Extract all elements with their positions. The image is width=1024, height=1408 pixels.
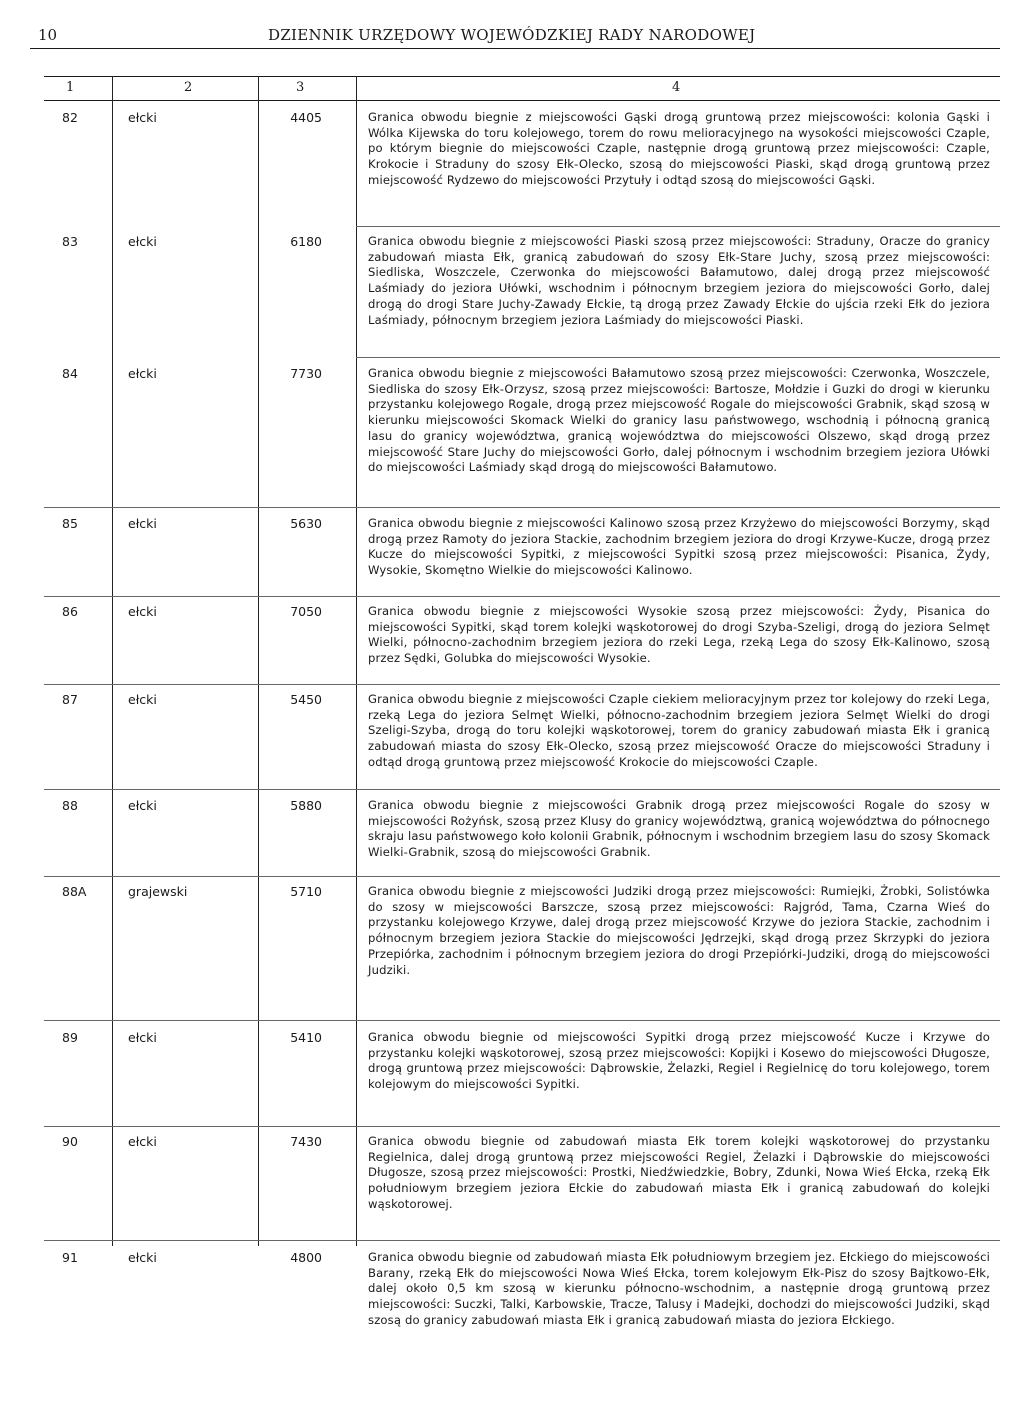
entry-district: ełcki xyxy=(128,1250,157,1265)
entry-number: 82 xyxy=(62,110,78,125)
column-divider-3 xyxy=(356,76,357,1246)
row-separator xyxy=(44,1126,1000,1127)
row-separator xyxy=(44,684,1000,685)
table-top-rule xyxy=(44,76,1000,77)
entry-description: Granica obwodu biegnie z miejscowości Piaski szosą przez miejscowości: Straduny, Oracze do granicy zabudowań miasta Ełk, granicą zabudowań do szosy Ełk-Stare Juchy, szosą przez miejscowości: Siedliska, Woszczele, Czerwonka do miejscowości Bałamutowo, dalej drogą przez miejscowość Laśmiady do jeziora Ułówki, wschodnim i północnym brzegiem jeziora do miejscowości Gorło, dalej drogą do drogi Stare Juchy-Zawady Ełckie, tą drogą przez Zawady Ełckie do ujścia rzeki Ełk do jeziora Laśmiady, północnym brzegiem jeziora Laśmiady do miejscowości Piaski. xyxy=(368,234,990,327)
row-separator xyxy=(44,876,1000,877)
entry-number: 86 xyxy=(62,604,78,619)
entry-district: ełcki xyxy=(128,692,157,707)
entry-area: 4405 xyxy=(290,110,322,125)
entry-number: 88A xyxy=(62,884,87,899)
entry-area: 5450 xyxy=(290,692,322,707)
entry-description: Granica obwodu biegnie z miejscowości Czaple ciekiem melioracyjnym przez tor kolejowy do rzeki Lega, rzeką Lega do jeziora Selmęt Wielki, północno-zachodnim brzegiem jeziora Selmęt Wielki do drogi Szeligi-Szyba, drogą do toru kolejki wąskotorowej, torem do granicy zabudowań miasta Ełk i granicą zabudowań miasta do szosy Ełk-Olecko, szosą przez miejscowość Oracze do miejscowości Straduny i odtąd drogą gruntową przez miejscowość Krokocie do miejscowości Czaple. xyxy=(368,692,990,769)
row-separator xyxy=(44,1020,1000,1021)
entry-description: Granica obwodu biegnie od zabudowań miasta Ełk torem kolejki wąskotorowej do przystanku Regielnica, dalej drogą gruntową przez miejscowości Regiel, Żelazki i Dąbrowskie do miejscowości Długosze, szosą przez miejscowości: Prostki, Niedźwiedzkie, Bobry, Zdunki, Nowa Wieś Ełcka, rzeką Ełk południowym brzegiem jeziora Ełckie do zabudowań miasta Ełk i granicą zabudowań do kolejki wąskotorowej. xyxy=(368,1134,990,1211)
entry-number: 91 xyxy=(62,1250,78,1265)
entry-number: 84 xyxy=(62,366,78,381)
entry-number: 83 xyxy=(62,234,78,249)
entry-description: Granica obwodu biegnie z miejscowości Grabnik drogą przez miejscowości Rogale do szosy w miejscowości Rożyńsk, szosą przez Klusy do granicy województwą, granicą województwa do północnego skraju lasu państwowego koło kolonii Grabnik, północnym i wschodnim brzegiem lasu do szosy Skomack Wielki-Grabnik, szosą do miejscowości Grabnik. xyxy=(368,798,990,860)
row-separator xyxy=(44,507,1000,508)
entry-area: 7430 xyxy=(290,1134,322,1149)
entry-number: 90 xyxy=(62,1134,78,1149)
row-separator xyxy=(44,789,1000,790)
entry-district: ełcki xyxy=(128,110,157,125)
row-separator xyxy=(356,357,1000,358)
entry-district: grajewski xyxy=(128,884,188,899)
entry-district: ełcki xyxy=(128,798,157,813)
entry-district: ełcki xyxy=(128,1030,157,1045)
column-header-2: 2 xyxy=(184,80,193,95)
entry-district: ełcki xyxy=(128,234,157,249)
column-headers xyxy=(0,80,1024,100)
entry-number: 89 xyxy=(62,1030,78,1045)
entry-description: Granica obwodu biegnie od miejscowości Sypitki drogą przez miejscowość Kucze i Krzywe do przystanku kolejki wąskotorowej, szosą przez miejscowości: Kopijki i Kosewo do miejscowości Długosze, drogą gruntową przez miejscowości: Dąbrowskie, Żelazki, Regiel i Regielnicę do toru kolejowego, torem kolejowym do miejscowości Sypitki. xyxy=(368,1030,990,1092)
entry-area: 7050 xyxy=(290,604,322,619)
column-header-rule xyxy=(44,100,1000,101)
column-divider-1 xyxy=(112,76,113,1246)
entry-district: ełcki xyxy=(128,366,157,381)
entry-district: ełcki xyxy=(128,516,157,531)
entry-description: Granica obwodu biegnie z miejscowości Judziki drogą przez miejscowości: Rumiejki, Żrobki, Solistówka do szosy w miejscowości Barszcze, szosą przez miejscowości: Rajgród, Tama, Czarna Wieś do przystanku kolejowego Krzywe, dalej drogą przez miejscowość Krzywe do jeziora Stackie, zachodnim i północnym brzegiem jeziora Stackie do miejscowości Jędrzejki, skąd drogą przez Skrzypki do jeziora Przepiórka, zachodnim i północnym brzegiem jeziora do drogi Przepiórki-Judziki, drogą do miejscowości Judziki. xyxy=(368,884,990,977)
entry-area: 4800 xyxy=(290,1250,322,1265)
entry-description: Granica obwodu biegnie z miejscowości Gąski drogą gruntową przez miejscowości: kolonia Gąski i Wólka Kijewska do toru kolejowego, torem do rowu melioracyjnego na wysokości miejscowości Czaple, po którym biegnie do miejscowości Czaple, następnie drogą gruntową przez miejscowości: Czaple, Krokocie i Straduny do szosy Ełk-Olecko, szosą do miejscowości Piaski, skąd drogą gruntową przez miejscowość Rydzewo do miejscowości Przytuły i odtąd szosą do miejscowości Gąski. xyxy=(368,110,990,187)
header-rule xyxy=(30,48,1000,49)
page-number: 10 xyxy=(38,26,58,44)
column-header-4: 4 xyxy=(672,80,681,95)
entry-area: 5630 xyxy=(290,516,322,531)
page-header xyxy=(0,26,1024,48)
row-separator xyxy=(44,1240,1000,1241)
entry-area: 5410 xyxy=(290,1030,322,1045)
column-header-1: 1 xyxy=(66,80,75,95)
journal-title: DZIENNIK URZĘDOWY WOJEWÓDZKIEJ RADY NARODOWEJ xyxy=(268,26,756,44)
entry-area: 5710 xyxy=(290,884,322,899)
entry-description: Granica obwodu biegnie z miejscowości Wysokie szosą przez miejscowości: Żydy, Pisanica do miejscowości Sypitki, skąd torem kolejki wąskotorowej do drogi Szyba-Szeligi, drogą do jeziora Selmęt Wielki, północno-zachodnim brzegiem jeziora do rzeki Lega, rzeką Lega do szosy Ełk-Kalinowo, szosą przez Sędki, Golubka do miejscowości Wysokie. xyxy=(368,604,990,666)
column-header-3: 3 xyxy=(296,80,305,95)
entry-district: ełcki xyxy=(128,604,157,619)
entry-description: Granica obwodu biegnie od zabudowań miasta Ełk południowym brzegiem jez. Ełckiego do miejscowości Barany, rzeką Ełk do miejscowości Nowa Wieś Ełcka, torem kolejowym Ełk-Pisz do szosy Bajtkowo-Ełk, dalej około 0,5 km szosą w kierunku północno-wschodnim, a następnie drogą gruntową przez miejscowości: Suczki, Talki, Karbowskie, Tracze, Talusy i Madejki, dochodzi do miejscowości Judziki, skąd szosą do granicy zabudowań miasta Ełk i granicą zabudowań miasta do jeziora Ełckiego. xyxy=(368,1250,990,1327)
entry-area: 7730 xyxy=(290,366,322,381)
entry-description: Granica obwodu biegnie z miejscowości Bałamutowo szosą przez miejscowości: Czerwonka, Woszczele, Siedliska do szosy Ełk-Orzysz, szosą przez miejscowości: Bartosze, Mołdzie i Guzki do drogi w kierunku przystanku kolejowego Rogale, drogą przez miejscowość Rogale do miejscowości Grabnik, skąd szosą w kierunku miejscowości Skomack Wielki do granicy lasu państwowego, wschodnią i północną granicą lasu do granicy województwa, granicą województwa do miejscowości Olszewo, skąd drogą przez miejscowość Stare Juchy do miejscowości Gorło, dalej północnym i wschodnim brzegiem jeziora Ułówki do miejscowości Laśmiady skąd drogą do miejscowości Bałamutowo. xyxy=(368,366,990,475)
entry-number: 88 xyxy=(62,798,78,813)
entry-description: Granica obwodu biegnie z miejscowości Kalinowo szosą przez Krzyżewo do miejscowości Borzymy, skąd drogą przez Ramoty do jeziora Stackie, zachodnim brzegiem jeziora do drogi Krzywe-Kucze, drogą przez Kucze do miejscowości Sypitki, z miejscowości Sypitki szosą przez miejscowości: Pisanica, Żydy, Wysokie, Skomętno Wielkie do miejscowości Kalinowo. xyxy=(368,516,990,578)
column-divider-2 xyxy=(258,76,259,1246)
row-separator xyxy=(356,226,1000,227)
entry-area: 5880 xyxy=(290,798,322,813)
entry-area: 6180 xyxy=(290,234,322,249)
entry-district: ełcki xyxy=(128,1134,157,1149)
entry-number: 85 xyxy=(62,516,78,531)
entry-number: 87 xyxy=(62,692,78,707)
row-separator xyxy=(44,596,1000,597)
